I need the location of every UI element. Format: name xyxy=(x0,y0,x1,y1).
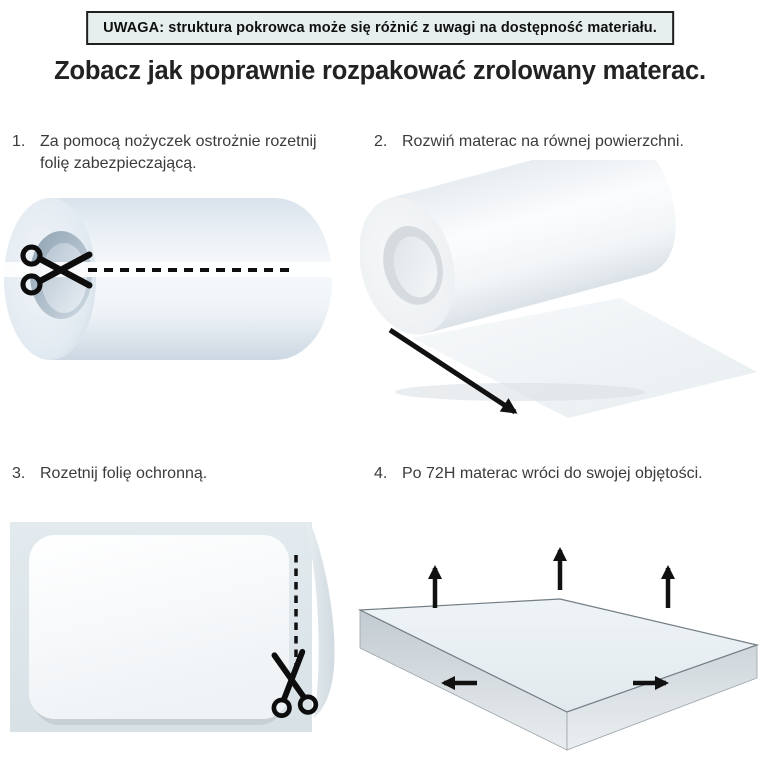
mattress xyxy=(29,535,289,719)
unrolling-mattress-illustration xyxy=(360,160,760,442)
step-4-number: 4. xyxy=(374,465,388,482)
step-3-number: 3. xyxy=(12,465,26,482)
step-1-number: 1. xyxy=(12,133,26,150)
step-3-text: Rozetnij folię ochronną. xyxy=(40,465,208,482)
cut-protective-film-illustration xyxy=(5,515,350,760)
page-title: Zobacz jak poprawnie rozpakować zrolowany materac. xyxy=(54,57,706,85)
expanding-mattress-illustration xyxy=(358,502,760,760)
mattress-roll xyxy=(4,198,332,360)
step-4-text: Po 72H materac wróci do swojej objętości. xyxy=(402,465,703,482)
step-3-label xyxy=(12,463,342,485)
step-1-text: Za pomocą nożyczek ostrożnie rozetnij folię zabezpieczającą. xyxy=(40,133,317,173)
step-1-label xyxy=(12,131,342,175)
step-2-number: 2. xyxy=(374,133,388,150)
step-4-label xyxy=(374,463,754,485)
notice-text: UWAGA: struktura pokrowca może się różnić z uwagi na dostępność materiału. xyxy=(103,20,657,36)
rolled-mattress-cut-illustration xyxy=(2,196,340,362)
step-2-text: Rozwiń materac na równej powierzchni. xyxy=(402,133,684,150)
step-2-label xyxy=(374,131,754,153)
roll-shadow xyxy=(395,383,645,401)
mattress-slab xyxy=(360,599,757,750)
notice-banner xyxy=(86,11,674,45)
